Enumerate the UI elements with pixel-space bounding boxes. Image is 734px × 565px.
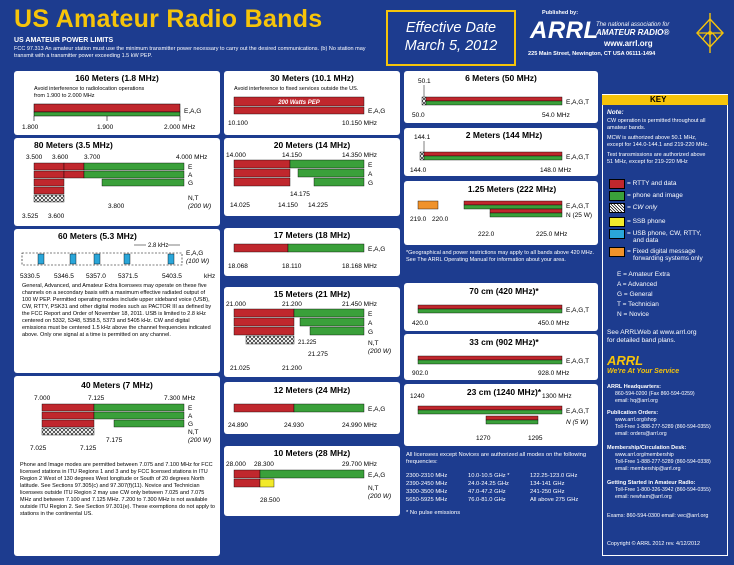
class-label: G	[368, 329, 374, 336]
60m-rules-text: General, Advanced, and Amateur Extra licensees may operate on these five channels on a secondary basis with a maximum effective radiated output of 100 W PEP. Permitted operating modes include upper sideband voice (USB), CW, RTTY, PSK31 and other digital modes such as PACTOR III as defined by the FCC Report and Order of November 18, 2011. USB is limited to 2.8 kHz centered on 5332, 5348, 5358.5, 5373 and 5405 kHz. CW and digital emissions must be centered 1.5 kHz above the channel frequencies indicated above. Only one signal at a time is permitted on any channel.	[22, 283, 212, 339]
band-title: 12 Meters (24 MHz)	[273, 385, 351, 395]
power-label: 200 Watts PEP	[278, 100, 320, 106]
legend-label: = USB phone, CW, RTTY,	[627, 230, 702, 237]
legend-label: = phone and image	[627, 192, 683, 199]
service-line: Toll-Free 1-888-277-5289 (860-594-0338)	[615, 459, 711, 465]
freq-label: 3.525	[22, 213, 39, 220]
arrl-logo-text: ARRL	[530, 17, 599, 44]
key-note: Test transmissions are authorized above	[607, 152, 706, 158]
address: 225 Main Street, Newington, CT USA 06111-1494	[528, 51, 656, 57]
class-label: E	[368, 162, 373, 169]
freq-label: 928.0 MHz	[538, 370, 570, 377]
class-label: N,T	[368, 340, 379, 347]
power-label: (200 W)	[188, 203, 212, 210]
band-title: 2 Meters (144 MHz)	[465, 130, 543, 140]
freq-label: 450.0 MHz	[538, 320, 570, 327]
class-label: E	[188, 164, 193, 171]
band-title: 15 Meters (21 MHz)	[273, 289, 351, 299]
unit-label: kHz	[204, 273, 216, 280]
class-label: G	[368, 180, 374, 187]
bandwidth-label: 2.8 kHz	[148, 243, 169, 249]
license-classes: E,A,G,T	[566, 99, 590, 106]
freq-label: 1.800	[22, 124, 39, 131]
freq-label: 144.1	[414, 134, 431, 141]
band-note: from 1.900 to 2.000 MHz	[34, 93, 95, 99]
freq-label: 14.150	[278, 202, 298, 209]
freq-label: 21.200	[282, 301, 302, 308]
class-label: E	[368, 311, 373, 318]
freq-label: 7.175	[106, 437, 123, 444]
class-label: N (5 W)	[566, 419, 589, 426]
freq-label: 14.025	[230, 202, 250, 209]
class-label: A	[368, 171, 373, 178]
class-legend: G = General	[617, 291, 653, 298]
freq-label: 7.025	[30, 445, 47, 452]
effective-date-value: March 5, 2012	[404, 38, 498, 54]
class-label: E,A,G,T	[566, 408, 590, 415]
band-title: 10 Meters (28 MHz)	[273, 448, 351, 458]
legend-label: and data	[633, 237, 659, 244]
freq-label: 7.300 MHz	[164, 395, 196, 402]
freq-range: 241-250 GHz	[530, 489, 565, 495]
band-6m	[404, 71, 598, 123]
band-80m	[14, 138, 220, 226]
all-modes-intro: All licensees except Novices are authorized all modes on the following frequencies:	[406, 452, 587, 466]
phone-segment	[34, 112, 180, 116]
legend-swatch-ssb	[609, 217, 625, 227]
freq-label: 24.890	[228, 422, 248, 429]
service-line[interactable]: www.arrl.org/membership	[615, 452, 674, 458]
freq-label: 902.0	[412, 370, 429, 377]
class-label: G	[188, 421, 194, 428]
power-label: (200 W)	[368, 348, 392, 355]
40m-rules-text: Phone and Image modes are permitted between 7.075 and 7.100 MHz for FCC licensed stations in ITU Regions 1 and 3 and by FCC licensed stations in ITU Region 2 West of 130 degrees West longitude or South of 20 degrees North latitude. See Sections 97.305(c) and 97.307(f)(11). Novice and Technician licensees outside ITU Region 2 may use CW only between 7.025 and 7.075 MHz and between 7.100 and 7.125 MHz. 7.200 to 7.300 MHz is not available outside ITU Region 2. See Section 97.301(e). These exemptions do not apply to stations in the continental US.	[20, 462, 215, 518]
band-60m	[14, 229, 220, 373]
freq-label: 21.450 MHz	[342, 301, 378, 308]
band-23cm	[404, 384, 598, 446]
band-20m	[224, 138, 400, 216]
power-label: (200 W)	[368, 493, 392, 500]
freq-range: 3300-3500 MHz	[406, 489, 448, 495]
freq-label: 29.700 MHz	[342, 461, 378, 468]
service-label: Membership/Circulation Desk:	[607, 445, 687, 451]
service-line: Toll-Free 1-800-326-3942 (860-594-0355)	[615, 487, 711, 493]
freq-label: 3.600	[48, 213, 65, 220]
key-note: 51 MHz, except for 219-220 MHz	[607, 159, 688, 165]
freq-label: 50.0	[412, 112, 425, 119]
legend-label: forwarding systems only	[633, 255, 703, 262]
legend-swatch-fixed	[609, 247, 625, 257]
license-classes: E,A,G	[368, 246, 386, 253]
legend-swatch-cw	[609, 203, 625, 213]
pulse-footnote: * No pulse emissions	[406, 510, 461, 516]
class-label: E,A,G,T	[566, 203, 590, 210]
band-title: 70 cm (420 MHz)*	[469, 286, 539, 296]
class-label: G	[188, 180, 194, 187]
freq-label: 220.0	[432, 216, 449, 223]
freq-label: 2.000 MHz	[164, 124, 196, 131]
class-label: A	[368, 320, 373, 327]
band-10m	[224, 446, 400, 516]
class-legend: E = Amateur Extra	[617, 271, 670, 278]
freq-range: 10.0-10.5 GHz *	[468, 473, 510, 479]
freq-label: 3.700	[84, 154, 101, 161]
class-legend: A = Advanced	[617, 281, 657, 288]
power-label: (100 W)	[186, 258, 210, 265]
freq-label: 14.150	[282, 152, 302, 159]
freq-label: 7.125	[88, 395, 105, 402]
band-title: 17 Meters (18 MHz)	[273, 230, 351, 240]
freq-label: 3.800	[108, 203, 125, 210]
copyright: Copyright © ARRL 2012 rev. 4/12/2012	[607, 541, 700, 547]
freq-label: 28.500	[260, 497, 280, 504]
legend-label: = Fixed digital message	[627, 248, 696, 255]
freq-label: 10.100	[228, 120, 248, 127]
band-title: 33 cm (902 MHz)*	[469, 337, 539, 347]
service-label: ARRL Headquarters:	[607, 384, 661, 390]
key-note: amateur bands.	[607, 125, 646, 131]
freq-label: 5403.5	[162, 273, 182, 280]
freq-label: 5330.5	[20, 273, 40, 280]
effective-date-label: Effective Date	[405, 20, 497, 36]
freq-range: 47.0-47.2 GHz	[468, 489, 506, 495]
band-note: Avoid interference to radiolocation operations	[34, 86, 145, 92]
band-title: 80 Meters (3.5 MHz)	[34, 140, 113, 150]
key-note: CW operation is permitted throughout all	[607, 118, 706, 124]
tagline-2: AMATEUR RADIO®	[596, 28, 670, 37]
freq-label: 21.000	[226, 301, 246, 308]
legend-label: = SSB phone	[627, 218, 666, 225]
band-title: 40 Meters (7 MHz)	[81, 380, 153, 390]
freq-label: 14.350 MHz	[342, 152, 378, 159]
band-17m	[224, 228, 400, 276]
freq-label: 54.0 MHz	[542, 112, 570, 119]
band-note: Avoid interference to fixed services outside the US.	[234, 86, 359, 92]
service-line[interactable]: email: newham@arrl.org	[615, 494, 672, 500]
service-label: Getting Started in Amateur Radio:	[607, 480, 696, 486]
freq-range: 122.25-123.0 GHz	[530, 473, 578, 479]
key-panel	[602, 94, 728, 556]
freq-label: 28.300	[254, 461, 274, 468]
freq-range: 24.0-24.25 GHz	[468, 481, 509, 487]
freq-label: 21.200	[282, 365, 302, 372]
service-line[interactable]: email: hq@arrl.org	[615, 398, 658, 404]
service-line[interactable]: email: membership@arrl.org	[615, 466, 681, 472]
key-note-title: Note:	[607, 109, 624, 116]
freq-label: 24.990 MHz	[342, 422, 378, 429]
license-classes: E,A,G	[184, 108, 202, 115]
class-label: N,T	[188, 195, 199, 202]
band-125m	[404, 181, 598, 245]
see-arrlweb-link[interactable]: See ARRLWeb at www.arrl.org	[607, 329, 697, 336]
uhf-note: *Geographical and power restrictions may apply to all bands above 420 MHz. See The ARRL Operating Manual for information about your area.	[406, 250, 595, 264]
band-160m	[14, 71, 220, 135]
above-23cm-block	[406, 452, 598, 556]
legend-swatch-usb	[609, 229, 625, 239]
see-arrlweb-text: for detailed band plans.	[607, 337, 676, 344]
class-label: N,T	[188, 429, 199, 436]
arrl-diamond-logo-icon	[694, 12, 726, 54]
service-line[interactable]: www.arrl.org/shop	[615, 417, 657, 423]
band-title: 23 cm (1240 MHz)*	[466, 387, 542, 397]
freq-range: 2390-2450 MHz	[406, 481, 448, 487]
freq-label: 5357.0	[86, 273, 106, 280]
freq-label: 21.025	[230, 365, 250, 372]
band-title: 60 Meters (5.3 MHz)	[58, 231, 137, 241]
arrl-publisher-block	[528, 10, 728, 68]
freq-label: 18.110	[282, 263, 302, 270]
rtty-segment	[34, 104, 180, 112]
freq-label: 18.168 MHz	[342, 263, 378, 270]
page-title: US Amateur Radio Bands	[14, 5, 323, 33]
band-title: 30 Meters (10.1 MHz)	[270, 73, 354, 83]
freq-label: 7.125	[80, 445, 97, 452]
freq-label: 4.000 MHz	[176, 154, 208, 161]
band-40m	[14, 376, 220, 556]
service-subtitle: We're At Your Service	[607, 368, 680, 375]
service-title: ARRL	[607, 353, 644, 368]
freq-label: 24.930	[284, 422, 304, 429]
class-label: E,A,G	[186, 250, 204, 257]
band-33cm	[404, 334, 598, 380]
exams-line: Exams: 860-594-0300 email: vec@arrl.org	[607, 513, 709, 519]
website[interactable]: www.arrl.org	[604, 39, 653, 48]
freq-label: 1.900	[97, 124, 114, 131]
freq-label: 1295	[528, 435, 543, 442]
freq-label: 148.0 MHz	[540, 167, 572, 174]
license-classes: E,A,G,T	[566, 307, 590, 314]
legend-swatch-rtty	[609, 179, 625, 189]
band-70cm	[404, 283, 598, 331]
license-classes: E,A,G,T	[566, 358, 590, 365]
freq-range: 134-141 GHz	[530, 481, 565, 487]
band-2m	[404, 128, 598, 176]
freq-label: 21.275	[308, 351, 328, 358]
freq-label: 28.000	[226, 461, 246, 468]
freq-label: 1270	[476, 435, 491, 442]
freq-label: 5346.5	[54, 273, 74, 280]
class-label: E,A,G	[368, 472, 386, 479]
power-label: (200 W)	[188, 437, 212, 444]
freq-range: 2300-2310 MHz	[406, 473, 448, 479]
freq-label: 21.225	[298, 340, 317, 346]
class-legend: N = Novice	[617, 311, 649, 318]
key-title: KEY	[650, 95, 667, 104]
freq-label: 1240	[410, 393, 425, 400]
freq-label: 18.068	[228, 263, 248, 270]
band-title: 20 Meters (14 MHz)	[273, 140, 351, 150]
license-classes: E,A,G,T	[566, 154, 590, 161]
service-line[interactable]: email: orders@arrl.org	[615, 431, 667, 437]
class-label: E	[188, 405, 193, 412]
freq-label: 10.150 MHz	[342, 120, 378, 127]
freq-label: 7.000	[34, 395, 51, 402]
freq-range: 76.0-81.0 GHz	[468, 497, 506, 503]
class-label: A	[188, 172, 193, 179]
freq-label: 14.000	[226, 152, 246, 159]
freq-label: 219.0	[410, 216, 427, 223]
key-note: MCW is authorized above 50.1 MHz,	[607, 135, 697, 141]
power-limits-heading: US AMATEUR POWER LIMITS	[14, 37, 114, 44]
effective-date-box	[386, 10, 516, 66]
band-15m	[224, 287, 400, 377]
published-by: Published by:	[542, 10, 579, 16]
band-30m	[224, 71, 400, 135]
freq-label: 5371.5	[118, 273, 138, 280]
legend-swatch-phone	[609, 191, 625, 201]
key-note: except for 144.0-144.1 and 219-220 MHz.	[607, 142, 709, 148]
band-title: 1.25 Meters (222 MHz)	[467, 184, 557, 194]
fcc-rule-text: FCC 97.313 An amateur station must use the minimum transmitter power necessary to carry out the desired communications. (b) No station may transmit with a transmitter power exceeding 1.5 kW PEP.	[14, 46, 366, 59]
service-label: Publication Orders:	[607, 410, 659, 416]
class-legend: T = Technician	[617, 301, 659, 308]
service-line: Toll-Free 1-888-277-5289 (860-594-0355)	[615, 424, 711, 430]
freq-range: 5650-5925 MHz	[406, 497, 448, 503]
freq-range: All above 275 GHz	[530, 497, 579, 503]
freq-label: 144.0	[410, 167, 427, 174]
class-label: N,T	[368, 485, 379, 492]
freq-label: 50.1	[418, 78, 431, 85]
class-label: N (25 W)	[566, 212, 592, 219]
freq-label: 222.0	[478, 231, 495, 238]
class-label: A	[188, 413, 193, 420]
license-classes: E,A,G	[368, 108, 386, 115]
freq-label: 3.500	[26, 154, 43, 161]
band-title: 160 Meters (1.8 MHz)	[75, 73, 159, 83]
freq-label: 3.600	[52, 154, 69, 161]
legend-label: = RTTY and data	[627, 180, 677, 187]
freq-label: 420.0	[412, 320, 429, 327]
freq-label: 225.0 MHz	[536, 231, 568, 238]
freq-label: 14.175	[290, 191, 310, 198]
band-title: 6 Meters (50 MHz)	[465, 73, 537, 83]
band-12m	[224, 382, 400, 434]
service-line: 860-594-0200 (Fax 860-594-0259)	[615, 391, 695, 397]
freq-label: 14.225	[308, 202, 328, 209]
license-classes: E,A,G	[368, 406, 386, 413]
legend-label: = CW only	[627, 204, 658, 211]
tagline-1: The national association for	[596, 22, 670, 28]
freq-label: 1300 MHz	[542, 393, 572, 400]
